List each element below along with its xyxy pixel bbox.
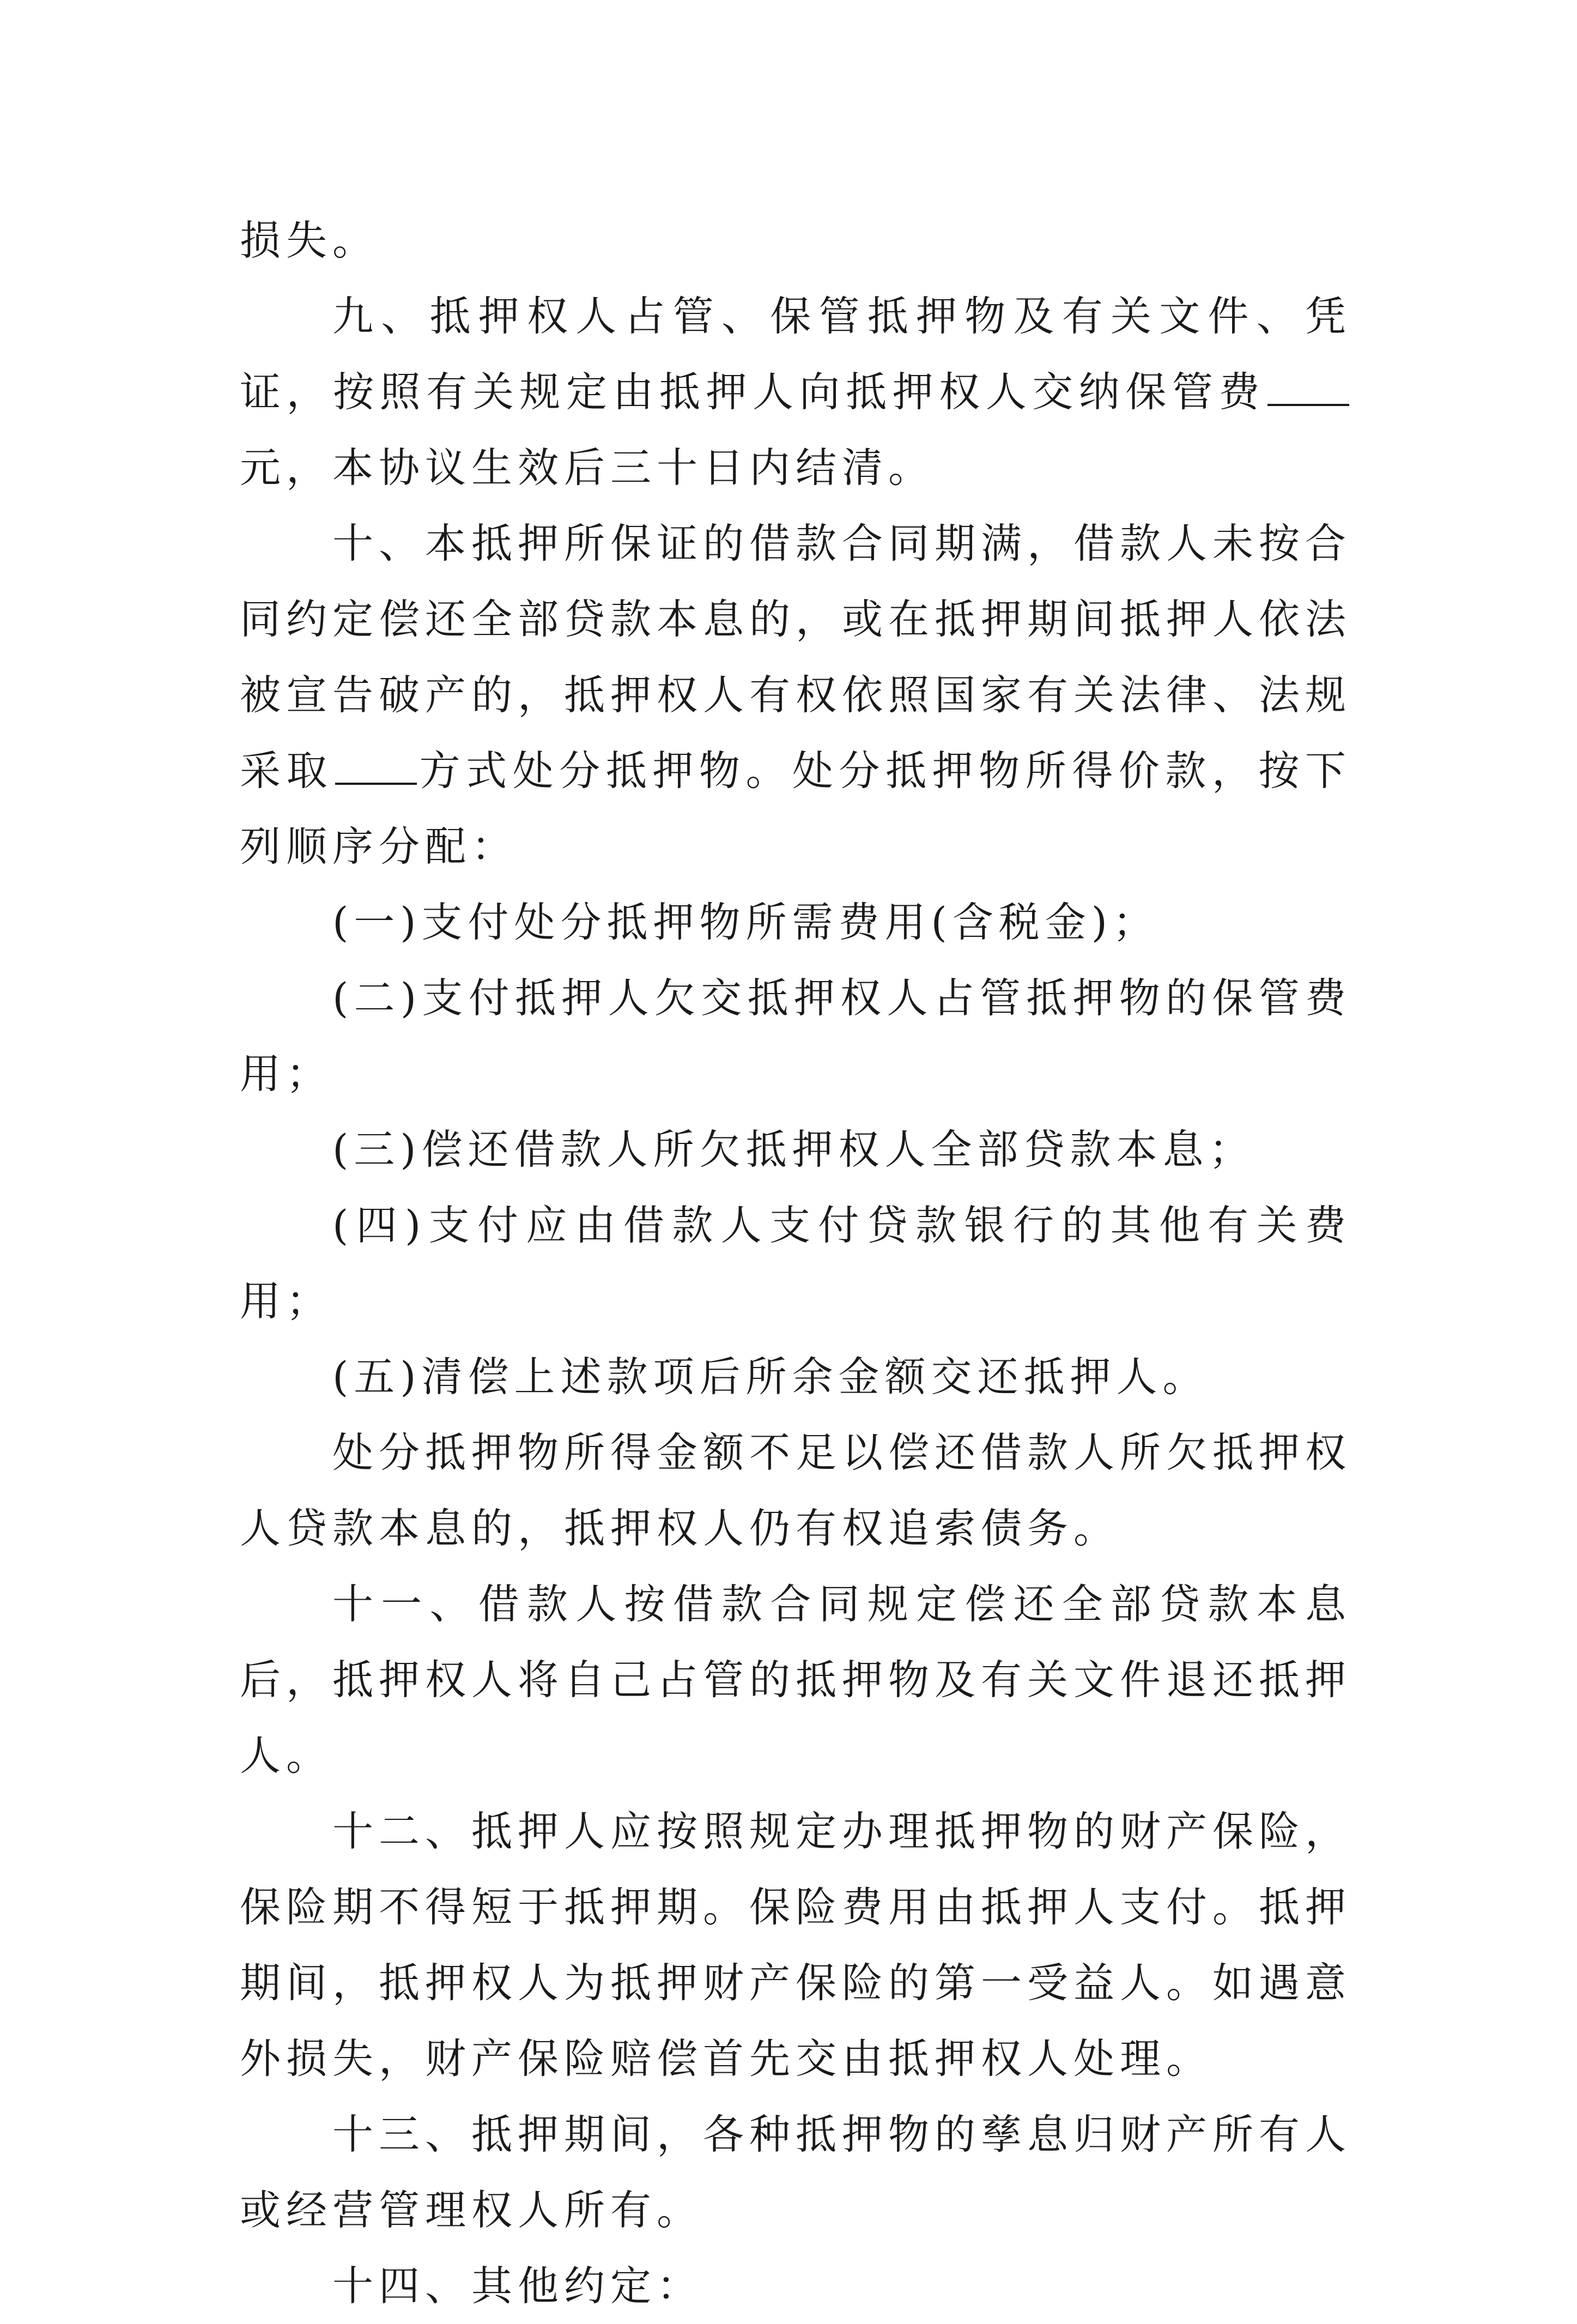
paragraph-shortfall: [240, 1415, 1351, 1566]
list-item-4: [240, 1188, 1351, 1339]
clause-13: [240, 2097, 1351, 2248]
paragraph-loss: [240, 203, 1351, 279]
paragraph-shortfall-text: 处分抵押物所得金额不足以偿还借款人所欠抵押权人贷款本息的，抵押权人仍有权追索债务。: [240, 1429, 1352, 1552]
clause-14: [240, 2248, 1351, 2324]
clause-10-text-a: 十、本抵押所保证的借款合同期满，借款人未按合同约定偿还全部贷款本息的，或在抵押期间抵押人依法被宣告破产的，抵押权人有权依照国家有关法律、法规采取: [240, 519, 1352, 795]
paragraph-loss-text: 损失。: [240, 216, 379, 264]
clause-10-text-b: 方式处分抵押物。处分抵押物所得价款，按下列顺序分配：: [240, 747, 1351, 870]
method-blank: [335, 750, 417, 785]
clause-9-text-b: 元，本协议生效后三十日内结清。: [240, 444, 935, 492]
list-item-1-text: (一)支付处分抵押物所需费用(含税金)；: [332, 898, 1160, 946]
list-item-5: [240, 1339, 1351, 1415]
clause-13-text: 十三、抵押期间，各种抵押物的孳息归财产所有人或经营管理权人所有。: [240, 2110, 1352, 2234]
list-item-4-text: (四)支付应由借款人支付贷款银行的其他有关费用；: [240, 1201, 1351, 1325]
clause-10: [240, 506, 1351, 885]
document-body: [240, 203, 1351, 2324]
list-item-1: [240, 885, 1351, 960]
list-item-3-text: (三)偿还借款人所欠抵押权人全部贷款本息；: [332, 1125, 1255, 1173]
clause-12-text: 十二、抵押人应按照规定办理抵押物的财产保险，保险期不得短于抵押期。保险费用由抵押人支付。抵押期间，抵押权人为抵押财产保险的第一受益人。如遇意外损失，财产保险赔偿首先交由抵押权人处理。: [240, 1807, 1352, 2083]
list-item-2: [240, 960, 1351, 1112]
list-item-3: [240, 1112, 1351, 1188]
fee-blank: [1267, 371, 1349, 406]
clause-11: [240, 1566, 1351, 1794]
clause-12: [240, 1794, 1351, 2097]
list-item-2-text: (二)支付抵押人欠交抵押权人占管抵押物的保管费用；: [240, 974, 1351, 1098]
clause-11-text: 十一、借款人按借款合同规定偿还全部贷款本息后，抵押权人将自己占管的抵押物及有关文件退还抵押人。: [240, 1580, 1352, 1780]
clause-14-text: 十四、其他约定：: [332, 2262, 703, 2310]
list-item-5-text: (五)清偿上述款项后所余金额交还抵押人。: [332, 1353, 1209, 1401]
clause-9: [240, 279, 1351, 506]
clause-9-text-a: 九、抵押权人占管、保管抵押物及有关文件、凭证，按照有关规定由抵押人向抵押权人交纳保管费: [240, 292, 1351, 416]
